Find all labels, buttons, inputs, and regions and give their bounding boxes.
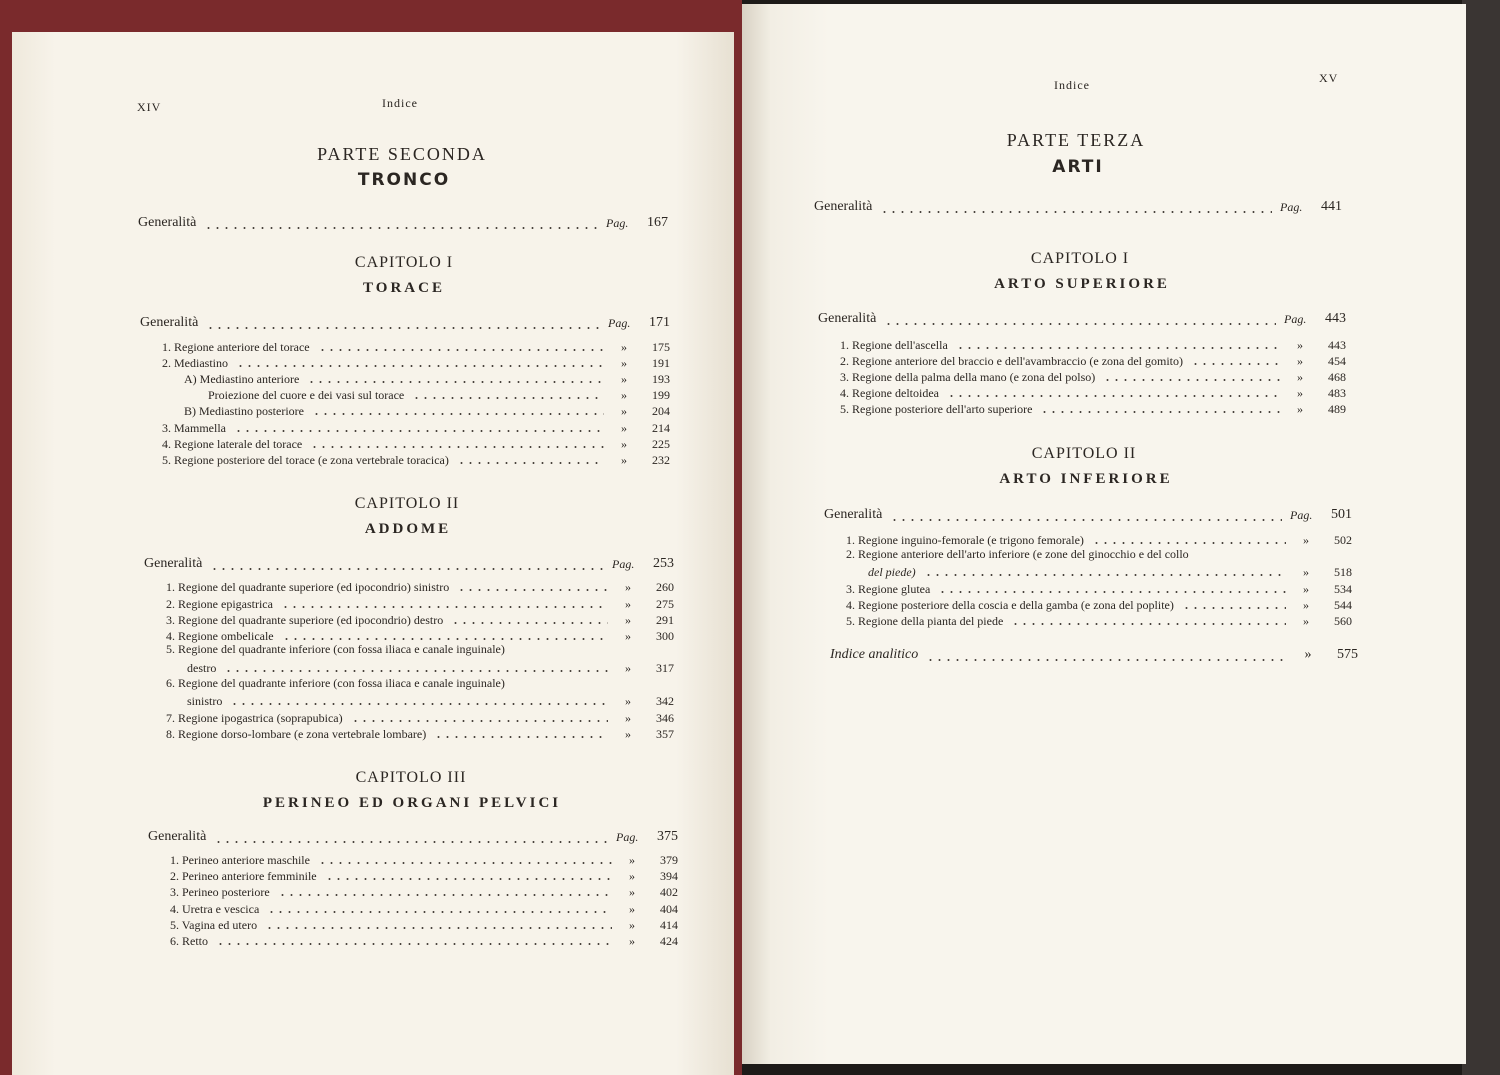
toc-entry: 1. Regione dell'ascella » 443 <box>840 338 1346 352</box>
toc-entry: 3. Regione della palma della mano (e zona del polso) » 468 <box>840 370 1346 384</box>
leader-dots <box>204 227 598 229</box>
chapter-subtitle: TORACE <box>363 280 445 296</box>
book-cover-right <box>1462 0 1500 1075</box>
chapter-title: CAPITOLO II <box>1031 445 1137 462</box>
toc-entry-generalita <box>140 312 670 332</box>
toc-entry-first-line: 5. Regione del quadrante inferiore (con fossa iliaca e canale inguinale) <box>166 642 505 656</box>
toc-entry-first-line: 6. Regione del quadrante inferiore (con fossa iliaca e canale inguinale) <box>166 676 505 690</box>
page-ref: 575 <box>1337 647 1358 662</box>
running-head: Indice <box>382 96 418 110</box>
left-page <box>12 32 734 1075</box>
entry-label: Generalità <box>138 215 197 230</box>
page-ref: 171 <box>649 315 670 330</box>
pag-label: Pag. <box>1284 312 1307 326</box>
entry-label: Generalità <box>814 199 873 214</box>
toc-entry: 5. Regione posteriore del torace (e zona vertebrale toracica) » 232 <box>162 453 670 467</box>
chapter-title: CAPITOLO III <box>355 769 467 786</box>
leader-dots <box>210 568 604 570</box>
page-ref: 375 <box>657 829 678 844</box>
part-subtitle: TRONCO <box>357 170 451 190</box>
toc-entry: 7. Regione ipogastrica (soprapubica) » 346 <box>166 711 674 725</box>
toc-entry: 6. Retto » 424 <box>170 934 678 948</box>
pag-label: Pag. <box>616 830 639 844</box>
leader-dots <box>206 327 600 329</box>
toc-entry: 4. Regione ombelicale » 300 <box>166 629 674 643</box>
toc-entry: A) Mediastino anteriore » 193 <box>184 372 670 386</box>
toc-entry: 5. Vagina ed utero » 414 <box>170 918 678 932</box>
leader-dots <box>884 323 1276 325</box>
chapter-subtitle: PERINEO ED ORGANI PELVICI <box>262 795 562 811</box>
leader-dots <box>890 519 1282 521</box>
toc-entry: 2. Mediastino » 191 <box>162 356 670 370</box>
page-ref: 253 <box>653 556 674 571</box>
toc-entry: 8. Regione dorso-lombare (e zona vertebrale lombare) » 357 <box>166 727 674 741</box>
toc-entry: 5. Regione della pianta del piede » 560 <box>846 614 1352 628</box>
leader-dots <box>926 659 1288 661</box>
toc-entry-generalita <box>818 308 1346 328</box>
toc-entry: 4. Regione deltoidea » 483 <box>840 386 1346 400</box>
toc-entry-part-generalita <box>138 212 668 232</box>
toc-entry: 3. Regione glutea » 534 <box>846 582 1352 596</box>
page-number: XV <box>1319 71 1339 85</box>
chapter-subtitle: ARTO SUPERIORE <box>994 276 1170 292</box>
running-head: Indice <box>1054 78 1090 92</box>
toc-entry: 1. Regione del quadrante superiore (ed ipocondrio) sinistro » 260 <box>166 580 674 594</box>
toc-entry-part-generalita <box>814 196 1342 216</box>
toc-entry: 5. Regione posteriore dell'arto superiore » 489 <box>840 402 1346 416</box>
page-ref: 501 <box>1331 507 1352 522</box>
chapter-title: CAPITOLO I <box>354 254 454 271</box>
part-title: PARTE SECONDA <box>317 144 487 164</box>
leader-dots <box>880 211 1272 213</box>
entry-label: Generalità <box>824 507 883 522</box>
entry-label: Generalità <box>818 311 877 326</box>
pag-label: Pag. <box>1290 508 1313 522</box>
entry-label: Generalità <box>148 829 207 844</box>
page-number: XIV <box>137 100 162 114</box>
toc-entry-generalita <box>144 553 674 573</box>
chapter-title: CAPITOLO II <box>354 495 460 512</box>
toc-entry: 2. Regione anteriore del braccio e dell'avambraccio (e zona del gomito) » 454 <box>840 354 1346 368</box>
entry-label: Generalità <box>140 315 199 330</box>
pag-label: Pag. <box>606 216 629 230</box>
toc-entry: 1. Regione inguino-femorale (e trigono femorale) » 502 <box>846 533 1352 547</box>
toc-entry: B) Mediastino posteriore » 204 <box>184 404 670 418</box>
toc-entry: 4. Uretra e vescica » 404 <box>170 902 678 916</box>
entry-label: Indice analitico <box>830 647 919 662</box>
right-page <box>742 4 1466 1064</box>
page-ref: 443 <box>1325 311 1346 326</box>
toc-entry: 4. Regione posteriore della coscia e della gamba (e zona del poplite) » 544 <box>846 598 1352 612</box>
leader-dots <box>214 841 608 843</box>
toc-entry: 1. Perineo anteriore maschile » 379 <box>170 853 678 867</box>
toc-entry: del piede) » 518 <box>868 565 1352 579</box>
toc-entry-first-line: 2. Regione anteriore dell'arto inferiore (e zone del ginocchio e del collo <box>846 547 1189 561</box>
toc-entry: 4. Regione laterale del torace » 225 <box>162 437 670 451</box>
toc-entry: 2. Perineo anteriore femminile » 394 <box>170 869 678 883</box>
pag-label: Pag. <box>1280 200 1303 214</box>
chapter-subtitle: ARTO INFERIORE <box>999 471 1173 487</box>
toc-entry: 3. Regione del quadrante superiore (ed ipocondrio) destro » 291 <box>166 613 674 627</box>
toc-entry: sinistro » 342 <box>187 694 674 708</box>
part-title: PARTE TERZA <box>1006 130 1146 150</box>
toc-entry: 2. Regione epigastrica » 275 <box>166 597 674 611</box>
page-ref: 441 <box>1321 199 1342 214</box>
pag-label: Pag. <box>612 557 635 571</box>
chapter-title: CAPITOLO I <box>1030 250 1130 267</box>
toc-entry-generalita <box>824 504 1352 524</box>
pag-label: Pag. <box>608 316 631 330</box>
chapter-subtitle: ADDOME <box>364 521 452 537</box>
toc-entry: destro » 317 <box>187 661 674 675</box>
part-subtitle: ARTI <box>1052 157 1104 177</box>
toc-entry: 3. Mammella » 214 <box>162 421 670 435</box>
toc-entry: Proiezione del cuore e dei vasi sul torace » 199 <box>208 388 670 402</box>
page-ref: 167 <box>647 215 668 230</box>
toc-entry-generalita <box>148 826 678 846</box>
toc-entry: 3. Perineo posteriore » 402 <box>170 885 678 899</box>
toc-entry-indice-analitico: Indice analitico » 575 <box>830 647 1358 662</box>
entry-label: Generalità <box>144 556 203 571</box>
toc-entry: 1. Regione anteriore del torace » 175 <box>162 340 670 354</box>
